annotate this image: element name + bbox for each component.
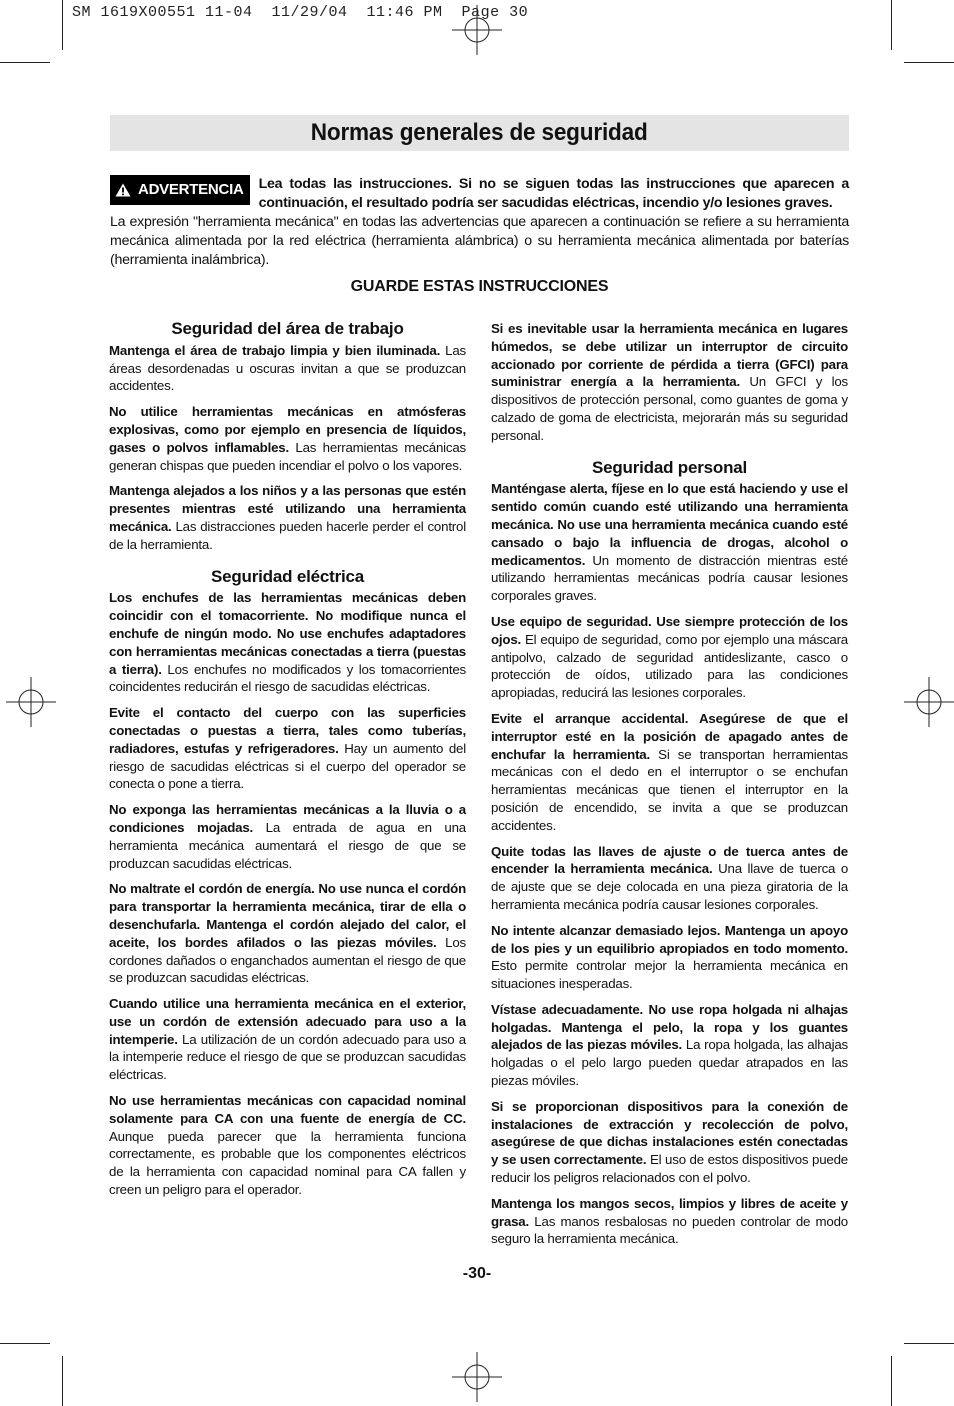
page-number: -30- bbox=[462, 1265, 492, 1282]
paragraph: Cuando utilice una herramienta mecánica en el exterior, use un cordón de extensión adecuado para uso a la intemperie. La utilización de un cordón adecuado para uso a la intemperie reduce el riesgo de que se produzcan sacudidas eléctricas. bbox=[109, 996, 466, 1083]
paragraph: Vístase adecuadamente. No use ropa holgada ni alhajas holgadas. Mantenga el pelo, la ropa y los guantes alejados de las piezas móviles. La ropa holgada, las alhajas holgadas o el pelo largo pueden quedar atrapados en las piezas móviles. bbox=[491, 1001, 848, 1089]
crop-mark bbox=[891, 0, 892, 50]
section-heading-work-area: Seguridad del área de trabajo bbox=[171, 319, 404, 338]
section-heading-personal: Seguridad personal bbox=[591, 457, 748, 477]
page-title: Normas generales de seguridad bbox=[311, 119, 648, 146]
paragraph: Mantenga alejados a los niños y a las personas que estén presentes mientras esté utilizando una herramienta mecánica. Las distracciones pueden hacerle perder el control de la herramienta. bbox=[109, 483, 466, 552]
section-heading-electrical: Seguridad eléctrica bbox=[210, 566, 365, 586]
registration-mark-bottom bbox=[452, 1352, 502, 1402]
paragraph: Use equipo de seguridad. Use siempre protección de los ojos. El equipo de seguridad, como por ejemplo una máscara antipolvo, calzado de seguridad antideslizante, casco o protección de oídos, utilizado para las condiciones apropiadas, reducirá las lesiones corporales. bbox=[491, 613, 848, 701]
paragraph: Los enchufes de las herramientas mecánicas deben coincidir con el tomacorriente. No modifique nunca el enchufe de ningún modo. No use enchufes adaptadores con herramientas mecánicas conectadas a tierra (puestas a tierra). Los enchufes no modificados y los tomacorrientes coincidentes reducirán el riesgo de sacudidas eléctricas. bbox=[109, 590, 467, 695]
warning-bold-text: Lea todas las instrucciones. Si no se siguen todas las instrucciones que aparecen a continuación, el resultado podría ser sacudidas eléctricas, incendio y/o lesiones graves. bbox=[258, 176, 849, 211]
title-band bbox=[110, 115, 849, 151]
warning-body-text: La expresión "herramienta mecánica" en todas las advertencias que aparecen a continuación se refiere a su herramienta mecánica alimentada por la red eléctrica (herramienta alámbrica) o su herramienta mecánica alimentada por baterías (herramienta inalámbrica). bbox=[110, 214, 849, 268]
left-column bbox=[109, 320, 466, 1207]
paragraph: No maltrate el cordón de energía. No use nunca el cordón para transportar la herramienta mecánica, tirar de ella o desenchufarla. Mantenga el cordón alejado del calor, el aceite, los bordes afilados o las piezas móviles. Los cordones dañados o enganchados aumentan el riesgo de que se produzcan sacudidas eléctricas. bbox=[109, 881, 466, 986]
crop-mark bbox=[891, 1356, 892, 1406]
crop-mark bbox=[0, 1343, 50, 1344]
paragraph: No intente alcanzar demasiado lejos. Mantenga un apoyo de los pies y un equilibrio apropiados en todo momento. Esto permite controlar mejor la herramienta mecánica en situaciones inesperadas. bbox=[491, 922, 848, 992]
paragraph: Evite el contacto del cuerpo con las superficies conectadas o puestas a tierra, tales como tuberías, radiadores, estufas y refrigeradores. Hay un aumento del riesgo de sacudidas eléctricas si el cuerpo del operador se conecta o pone a tierra. bbox=[109, 705, 467, 792]
crop-mark bbox=[62, 0, 63, 50]
crop-mark bbox=[904, 1343, 954, 1344]
registration-mark-top bbox=[452, 5, 502, 55]
registration-mark-left bbox=[6, 677, 56, 727]
paragraph: Mantenga los mangos secos, limpios y libres de aceite y grasa. Las manos resbalosas no pueden controlar de modo seguro la herramienta mecánica. bbox=[491, 1195, 848, 1247]
warning-badge bbox=[110, 175, 250, 205]
save-instructions-heading: GUARDE ESTAS INSTRUCCIONES bbox=[350, 278, 609, 295]
paragraph: Quite todas las llaves de ajuste o de tuerca antes de encender la herramienta mecánica. Una llave de tuerca o de ajuste que se deje colocada en una pieza giratoria de la herramienta mecánica podría causar lesiones corporales. bbox=[491, 843, 849, 912]
right-column bbox=[491, 320, 848, 1256]
paragraph: Mantenga el área de trabajo limpia y bien iluminada. Las áreas desordenadas u oscuras invitan a que se produzcan accidentes. bbox=[109, 342, 466, 394]
paragraph: Si se proporcionan dispositivos para la conexión de instalaciones de extracción y recolección de polvo, asegúrese de que dichas instalaciones estén conectadas y se usen correctamente. El uso de estos dispositivos puede reducir los peligros relacionados con el polvo. bbox=[491, 1098, 848, 1186]
crop-mark bbox=[904, 62, 954, 63]
crop-mark bbox=[62, 1356, 63, 1406]
print-slug: SM 1619X00551 11-04 11/29/04 11:46 PM Page 30 bbox=[72, 4, 529, 21]
paragraph: Evite el arranque accidental. Asegúrese de que el interruptor esté en la posición de apagado antes de enchufar la herramienta. Si se transportan herramientas mecánicas con el dedo en el interruptor o se enchufan herramientas mecánicas que tienen el interruptor en la posición de encendido, se invita a que se produzcan accidentes. bbox=[491, 710, 848, 833]
warning-triangle-icon bbox=[115, 183, 131, 197]
warning-intro bbox=[110, 175, 849, 270]
registration-mark-right bbox=[904, 677, 954, 727]
paragraph: Si es inevitable usar la herramienta mecánica en lugares húmedos, se debe utilizar un interruptor de circuito accionado por corriente de pérdida a tierra (GFCI) para suministrar energía a la herramienta. Un GFCI y los dispositivos de protección personal, como guantes de goma y calzado de goma de electricista, mejorarán más su seguridad personal. bbox=[491, 321, 848, 443]
paragraph: No exponga las herramientas mecánicas a la lluvia o a condiciones mojadas. La entrada de agua en una herramienta mecánica aumentará el riesgo de que se produzcan sacudidas eléctricas. bbox=[109, 802, 466, 871]
paragraph: Manténgase alerta, fíjese en lo que está haciendo y use el sentido común cuando esté utilizando una herramienta mecánica. No use una herramienta mecánica cuando esté cansado o bajo la influencia de drogas, alcohol o medicamentos. Un momento de distracción mientras esté utilizando herramientas mecánicas podría causar lesiones corporales graves. bbox=[491, 481, 848, 604]
paragraph: No utilice herramientas mecánicas en atmósferas explosivas, como por ejemplo en presencia de líquidos, gases o polvos inflamables. Las herramientas mecánicas generan chispas que pueden incendiar el polvo o los vapores. bbox=[109, 404, 466, 473]
paragraph: No use herramientas mecánicas con capacidad nominal solamente para CA con una fuente de energía de CC. Aunque pueda parecer que la herramienta funciona correctamente, es probable que los componentes eléctricos de la herramienta con capacidad nominal para CA fallen y creen un peligro para el operador. bbox=[109, 1093, 466, 1198]
crop-mark bbox=[0, 62, 50, 63]
warning-badge-label: ADVERTENCIA bbox=[138, 181, 244, 198]
